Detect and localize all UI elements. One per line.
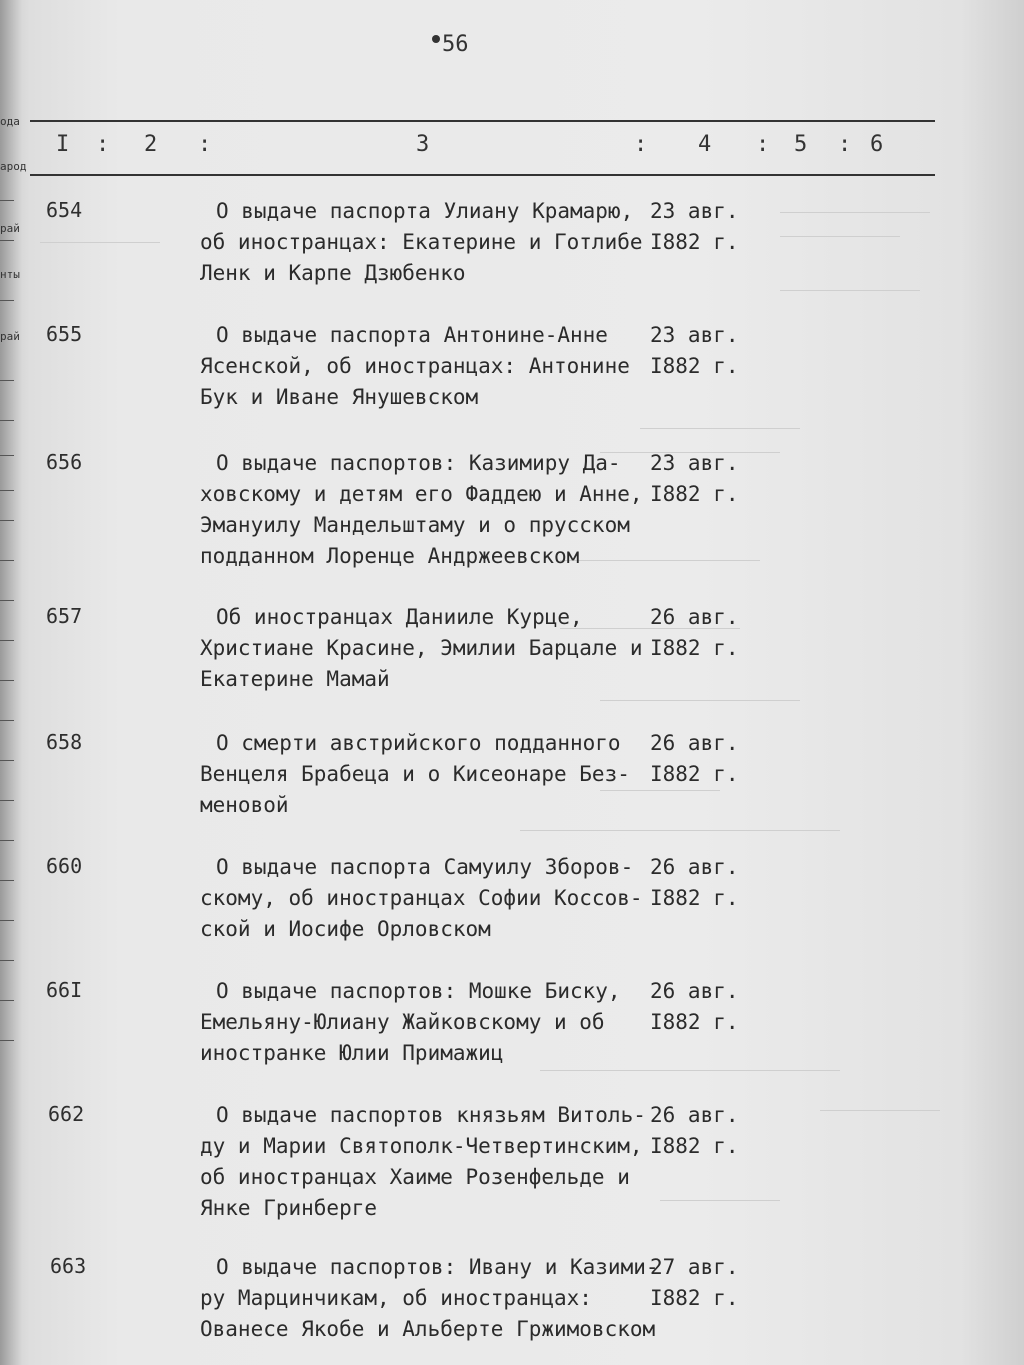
entry-date: I882 г. (650, 1286, 739, 1310)
entry-date: I882 г. (650, 762, 739, 786)
entry-number: 656 (46, 450, 83, 474)
header-col-5: 5 (794, 132, 808, 157)
bleed-rule (40, 242, 160, 243)
header-sep: : (756, 132, 770, 157)
header-col-3: 3 (416, 132, 430, 157)
entry-text-line: об иностранцах: Екатерине и Готлибе (200, 230, 643, 254)
entry-text-line: Об иностранцах Данииле Курце, (216, 605, 583, 629)
binding-mark (0, 455, 14, 456)
header-sep: : (198, 132, 212, 157)
entry-text-line: О выдаче паспортов: Ивану и Казими- (216, 1255, 659, 1279)
entry-text-line: Емельяну-Юлиану Жайковскому и об (200, 1010, 605, 1034)
header-col-2: 2 (144, 132, 158, 157)
bleed-rule (780, 212, 930, 213)
entry-date: 23 авг. (650, 323, 739, 347)
entry-date: 23 авг. (650, 199, 739, 223)
header-col-1: I (56, 132, 70, 157)
entry-number: 657 (46, 604, 83, 628)
binding-mark (0, 200, 14, 201)
binding-mark (0, 920, 14, 921)
entry-text-line: Ованесе Якобе и Альберте Гржимовском (200, 1317, 656, 1341)
binding-mark (0, 520, 14, 521)
binding-mark (0, 800, 14, 801)
header-sep: : (838, 132, 852, 157)
entry-date: I882 г. (650, 1010, 739, 1034)
binding-mark (0, 490, 14, 491)
binding-mark (0, 640, 14, 641)
entry-date: I882 г. (650, 886, 739, 910)
binding-mark (0, 1000, 14, 1001)
binding-mark (0, 760, 14, 761)
entry-text-line: ду и Марии Святополк-Четвертинским, (200, 1134, 643, 1158)
entry-text-line: О выдаче паспортов: Мошке Биску, (216, 979, 621, 1003)
binding-mark (0, 420, 14, 421)
entry-date: 26 авг. (650, 855, 739, 879)
bleed-rule (600, 700, 800, 701)
entry-text-line: Венцеля Брабеца и о Кисеонаре Без- (200, 762, 630, 786)
binding-mark (0, 680, 14, 681)
entry-text-line: О выдаче паспортов князьям Витоль- (216, 1103, 646, 1127)
entry-text-line: иностранке Юлии Примажиц (200, 1041, 504, 1065)
binding-mark (0, 1040, 14, 1041)
bleed-rule (820, 1110, 940, 1111)
binding-mark (0, 300, 14, 301)
entry-text-line: О выдаче паспорта Антонине-Анне (216, 323, 608, 347)
entry-text-line: ховскому и детям его Фаддею и Анне, (200, 482, 643, 506)
binding-fragment: рай (0, 330, 20, 343)
entry-date: 27 авг. (650, 1255, 739, 1279)
binding-mark (0, 240, 14, 241)
binding-mark (0, 380, 14, 381)
binding-mark (0, 600, 14, 601)
page-number (432, 32, 469, 57)
entry-text-line: Ясенской, об иностранцах: Антонине (200, 354, 630, 378)
entry-text-line: ру Марцинчикам, об иностранцах: (200, 1286, 592, 1310)
entry-text-line: О выдаче паспортов: Казимиру Да- (216, 451, 621, 475)
entry-text-line: Эмануилу Мандельштаму и о прусском (200, 513, 630, 537)
entry-text-line: Бук и Иване Янушевском (200, 385, 479, 409)
binding-fragment: рай (0, 222, 20, 235)
entry-text-line: об иностранцах Хаиме Розенфельде и (200, 1165, 630, 1189)
entry-text-line: Ленк и Карпе Дзюбенко (200, 261, 466, 285)
entry-date: I882 г. (650, 482, 739, 506)
binding-fragment: арод (0, 160, 27, 173)
entry-number: 662 (48, 1102, 85, 1126)
entry-date: I882 г. (650, 636, 739, 660)
entry-date: I882 г. (650, 1134, 739, 1158)
entry-text-line: О выдаче паспорта Самуилу Зборов- (216, 855, 634, 879)
entry-text-line: Христиане Красине, Эмилии Барцале и (200, 636, 643, 660)
entry-date: I882 г. (650, 230, 739, 254)
entry-number: 663 (50, 1254, 87, 1278)
binding-edge (0, 0, 27, 1365)
page-dot (432, 35, 440, 43)
header-col-6: 6 (870, 132, 884, 157)
page-number-text: 56 (442, 32, 469, 57)
header-col-4: 4 (698, 132, 712, 157)
binding-fragment: нты (0, 268, 20, 281)
header-sep: : (96, 132, 110, 157)
binding-mark (0, 840, 14, 841)
entry-text-line: О смерти австрийского подданного (216, 731, 621, 755)
entry-text-line: скому, об иностранцах Софии Коссов- (200, 886, 643, 910)
entry-text-line: Екатерине Мамай (200, 667, 390, 691)
bleed-rule (660, 1200, 780, 1201)
entry-date: 26 авг. (650, 979, 739, 1003)
binding-mark (0, 720, 14, 721)
entry-text-line: Янке Гринберге (200, 1196, 378, 1220)
entry-number: 658 (46, 730, 83, 754)
entry-date: 26 авг. (650, 731, 739, 755)
header-sep: : (634, 132, 648, 157)
binding-fragment: ода (0, 115, 20, 128)
binding-mark (0, 960, 14, 961)
entry-text-line: подданном Лоренце Андржеевском (200, 544, 580, 568)
binding-mark (0, 880, 14, 881)
entry-number: 654 (46, 198, 83, 222)
bleed-rule (780, 236, 900, 237)
bleed-rule (540, 1070, 840, 1071)
entry-text-line: ской и Иосифе Орловском (200, 917, 491, 941)
entry-date: 23 авг. (650, 451, 739, 475)
bleed-rule (640, 428, 800, 429)
entry-number: 655 (46, 322, 83, 346)
header-rule-top (30, 120, 935, 122)
entry-text-line: О выдаче паспорта Улиану Крамарю, (216, 199, 634, 223)
header-rule-bottom (30, 174, 935, 176)
bleed-rule (780, 290, 920, 291)
entry-number: 660 (46, 854, 83, 878)
entry-date: 26 авг. (650, 605, 739, 629)
entry-number: 66I (46, 978, 83, 1002)
entry-date: I882 г. (650, 354, 739, 378)
bleed-rule (520, 830, 840, 831)
entry-date: 26 авг. (650, 1103, 739, 1127)
binding-mark (0, 560, 14, 561)
entry-text-line: меновой (200, 793, 289, 817)
